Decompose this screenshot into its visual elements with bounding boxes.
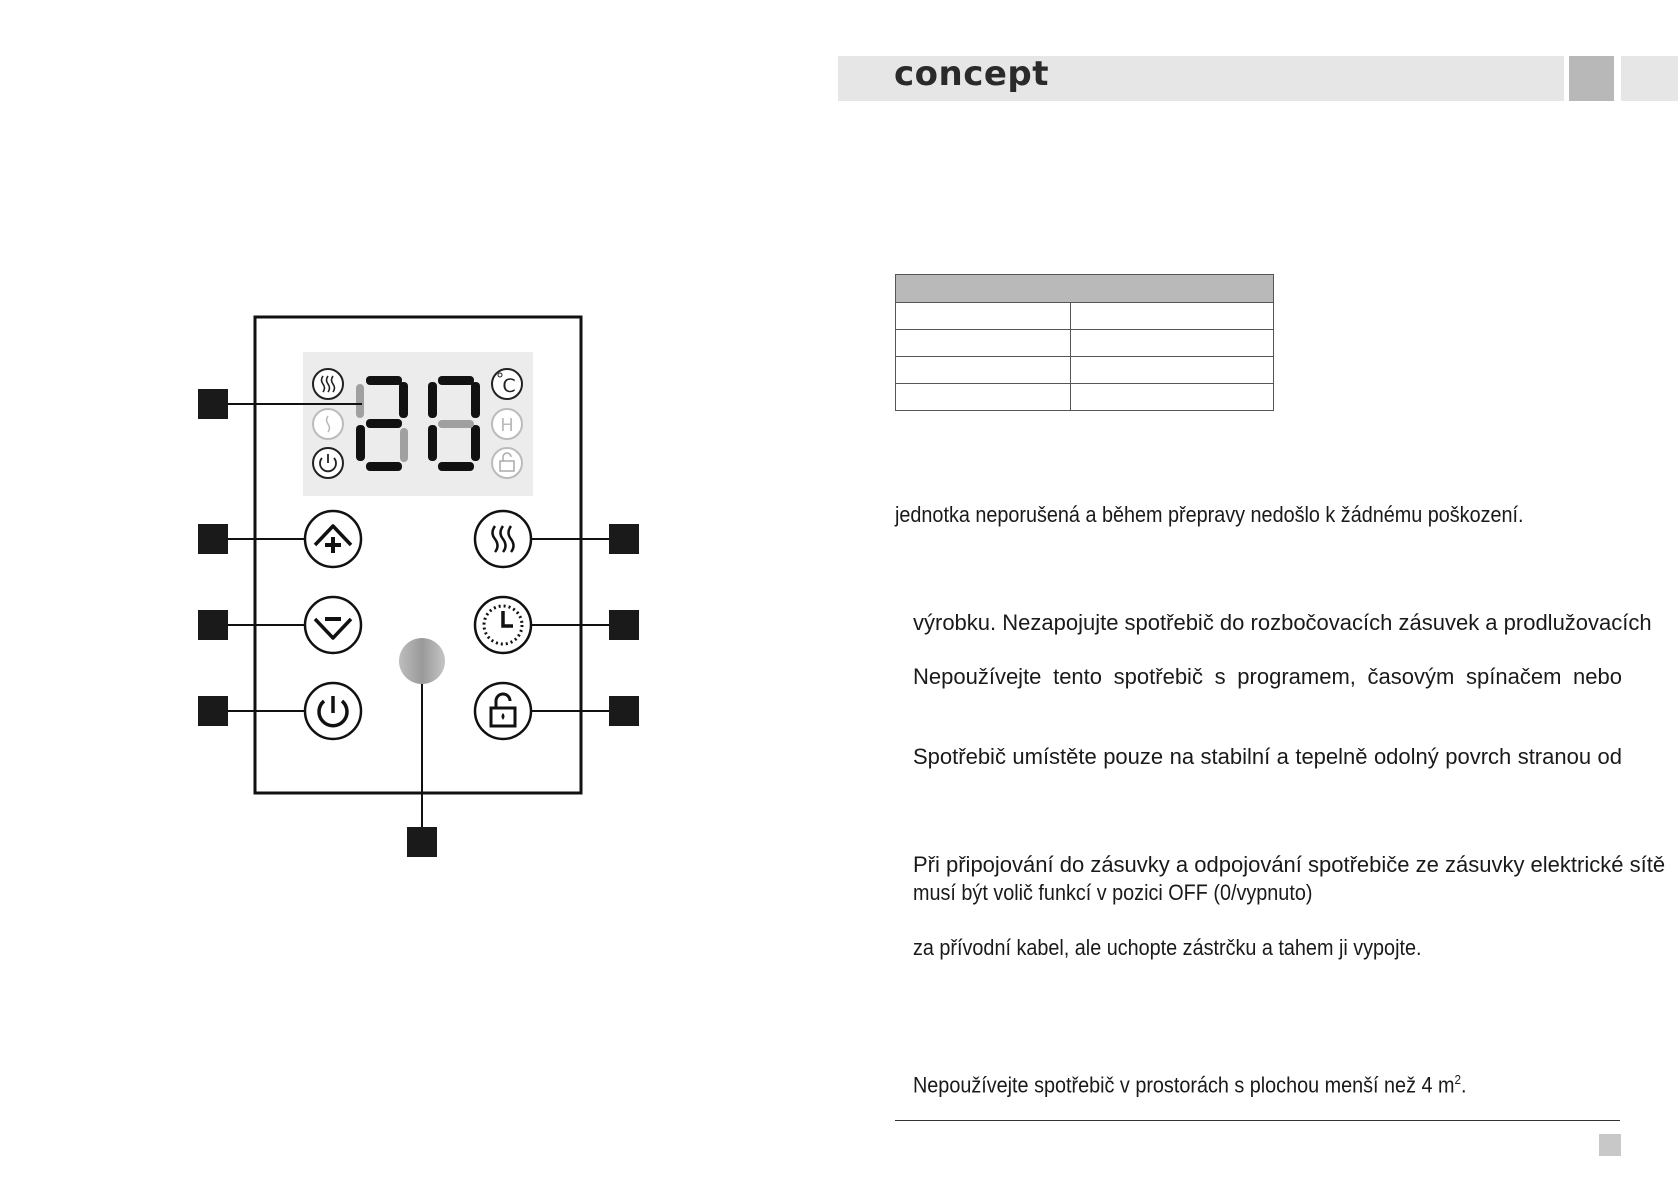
heat-high-icon — [313, 369, 343, 399]
callout-marker — [198, 524, 228, 554]
svg-text:H: H — [500, 415, 514, 436]
table-header — [896, 275, 1274, 303]
heat-mode-button[interactable] — [475, 511, 531, 567]
paragraph-text — [913, 1066, 1467, 1099]
table-cell — [1071, 330, 1274, 357]
remote-sensor — [399, 638, 445, 684]
heat-low-icon — [313, 409, 343, 439]
table-cell — [1071, 357, 1274, 384]
table-cell — [896, 303, 1071, 330]
table-header-row — [896, 275, 1274, 303]
callout-marker — [198, 610, 228, 640]
paragraph-text: Při připojování do zásuvky a odpojování spotřebiče ze zásuvky elektrické sítě — [913, 852, 1666, 877]
paragraph-text: musí být volič funkcí v pozici OFF (0/vypnuto) — [913, 880, 1313, 905]
callout-marker — [198, 389, 228, 419]
callout-marker — [609, 696, 639, 726]
power-button[interactable] — [305, 683, 361, 739]
table-row — [896, 357, 1274, 384]
lock-icon — [492, 448, 522, 478]
spec-table — [895, 274, 1274, 411]
paragraph-text: výrobku. Nezapojujte spotřebič do rozbočovacích zásuvek a prodlužovacích — [913, 610, 1652, 635]
callout-marker — [609, 524, 639, 554]
table-cell — [1071, 303, 1274, 330]
paragraph-text-main: Nepoužívejte spotřebič v prostorách s plochou menší než 4 m — [913, 1072, 1455, 1098]
paragraph-text-end: . — [1460, 1072, 1467, 1098]
humidity-h-icon — [492, 409, 522, 439]
table-row — [896, 330, 1274, 357]
page-tab-edge — [1621, 56, 1678, 101]
superscript: 2 — [1454, 1072, 1461, 1087]
svg-text:C: C — [502, 375, 516, 397]
child-lock-button[interactable] — [475, 683, 531, 739]
timer-button[interactable] — [475, 597, 531, 653]
table-cell — [1071, 384, 1274, 411]
temp-down-button[interactable] — [305, 597, 361, 653]
paragraph-text: jednotka neporušená a během přepravy nedošlo k žádnému poškození. — [895, 502, 1524, 527]
callout-marker — [609, 610, 639, 640]
paragraph-text: Nepoužívejte tento spotřebič s programem, časovým spínačem nebo — [913, 664, 1622, 689]
brand-logo: concept — [894, 54, 1050, 94]
page-number-marker — [1599, 1134, 1621, 1156]
table-row — [896, 303, 1274, 330]
table-cell — [896, 330, 1071, 357]
callout-marker — [407, 827, 437, 857]
standby-icon — [313, 448, 343, 478]
page-tab-marker — [1569, 56, 1614, 101]
celsius-icon — [492, 369, 522, 399]
paragraph-text: za přívodní kabel, ale uchopte zástrčku a tahem ji vypojte. — [913, 935, 1422, 960]
table-row — [896, 384, 1274, 411]
callout-marker — [198, 696, 228, 726]
table-cell — [896, 384, 1071, 411]
paragraph-text: Spotřebič umístěte pouze na stabilní a tepelně odolný povrch stranou od — [913, 744, 1622, 769]
temp-up-button[interactable] — [305, 511, 361, 567]
table-cell — [896, 357, 1071, 384]
footer-rule — [895, 1120, 1620, 1121]
